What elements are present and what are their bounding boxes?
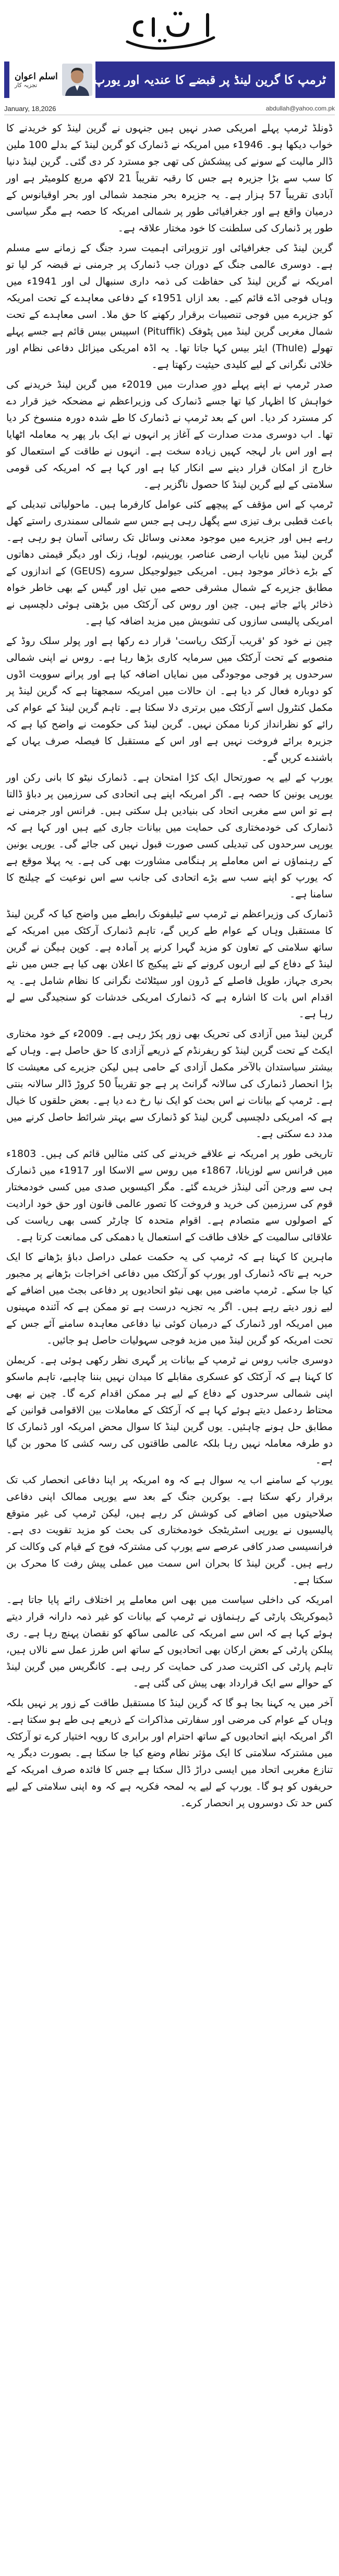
article-paragraph: یورپ کے سامنے اب یہ سوال ہے کہ وہ امریکہ پر اپنا دفاعی انحصار کب تک برقرار رکھ سکتا ہے۔ یوکرین جنگ کے بعد سے یورپی ممالک اپنی دفاعی صلاحیتوں میں اضافے کی کوشش کر رہے ہیں، لیکن ٹرمپ کی غیر متوقع پالیسیوں نے یورپی اسٹریٹجک خودمختاری کی بحث کو مزید تقویت دی ہے۔ فرانسیسی صدر کافی عرصے سے یورپ کی مشترکہ فوج کے قیام کی وکالت کر رہے ہیں۔ گرین لینڈ کا بحران اس سمت میں عملی پیش رفت کا محرک بن سکتا ہے۔ <box>6 1474 333 1586</box>
article-headline: ٹرمپ کا گرین لینڈ پر قبضے کا عندیہ اور یورپ <box>93 72 326 87</box>
meta-row <box>4 102 335 115</box>
article-paragraph: یورپ کے لیے یہ صورتحال ایک کڑا امتحان ہے۔ ڈنمارک نیٹو کا بانی رکن اور یورپی یونین کا حصہ ہے۔ اگر امریکہ اپنے ہی اتحادی کی سرزمین پر دباؤ ڈالتا ہے تو اس سے مغربی اتحاد کی بنیادیں ہل سکتی ہیں۔ فرانس اور جرمنی نے ڈنمارک کی خودمختاری کی حمایت میں بیانات جاری کیے ہیں اور کہا ہے کہ یورپی سرحدوں کی تبدیلی کسی صورت قبول نہیں کی جائے گی۔ یورپی یونین کے رہنماؤں نے اس معاملے پر ہنگامی مشاورت بھی کی ہے۔ یہ پہلا موقع ہے کہ یورپ کو اپنے سب سے بڑے اتحادی کی جانب سے اس نوعیت کے چیلنج کا سامنا ہے۔ <box>6 772 333 900</box>
article-paragraph: گرین لینڈ میں آزادی کی تحریک بھی زور پکڑ رہی ہے۔ 2009ء کے خود مختاری ایکٹ کے تحت گرین لینڈ کو ریفرنڈم کے ذریعے آزادی کا حق حاصل ہے۔ وہاں کے بیشتر سیاستدان بالآخر مکمل آزادی کے حامی ہیں لیکن جزیرے کی معیشت کا بڑا انحصار ڈنمارک کی سالانہ گرانٹ پر ہے جو تقریباً 50 کروڑ ڈالر سالانہ بنتی ہے۔ ٹرمپ کے بیانات نے اس بحث کو ایک نیا رخ دے دیا ہے۔ بعض حلقوں کا خیال ہے کہ امریکی دلچسپی گرین لینڈ کو ڈنمارک سے بہتر شرائط حاصل کرنے میں مدد دے سکتی ہے۔ <box>6 1028 333 1140</box>
author-block <box>9 61 95 98</box>
author-portrait-icon <box>62 64 92 96</box>
article-paragraph: تاریخی طور پر امریکہ نے علاقے خریدنے کی کئی مثالیں قائم کی ہیں۔ 1803ء میں فرانس سے لوزیانا، 1867ء میں روس سے الاسکا اور 1917ء میں ڈنمارک ہی سے ورجن آئی لینڈز خریدے گئے۔ مگر اکیسویں صدی میں کسی خودمختار قوم کی سرزمین کی خرید و فروخت کا تصور عالمی قانون اور حق خود ارادیت کے اصولوں سے متصادم ہے۔ اقوام متحدہ کا چارٹر کسی بھی ریاست کی علاقائی سالمیت کے خلاف طاقت کے استعمال یا دھمکی کی ممانعت کرتا ہے۔ <box>6 1148 333 1243</box>
author-name: اسلم اعوان <box>15 71 58 82</box>
article-body <box>6 120 333 1815</box>
headline-bar <box>4 61 335 98</box>
author-names <box>15 71 58 89</box>
article-paragraph: ٹرمپ کے اس مؤقف کے پیچھے کئی عوامل کارفرما ہیں۔ ماحولیاتی تبدیلی کے باعث قطبی برف تیزی سے پگھل رہی ہے جس سے شمالی سمندری راستے کھل رہے ہیں اور جزیرے میں موجود معدنی وسائل تک رسائی آسان ہو رہی ہے۔ گرین لینڈ میں نایاب ارضی عناصر، یورینیم، لوہا، زنک اور دیگر قیمتی دھاتوں کے بڑے ذخائر موجود ہیں۔ امریکی جیولوجیکل سروے (GEUS) کے اندازوں کے مطابق جزیرے کے شمال مشرقی حصے میں تیل اور گیس کے بھی خاطر خواہ ذخائر پائے جاتے ہیں۔ چین اور روس کی آرکٹک میں بڑھتی ہوئی دلچسپی نے امریکی پالیسی سازوں کی تشویش میں مزید اضافہ کیا ہے۔ <box>6 499 333 627</box>
article-paragraph: آخر میں یہ کہنا بجا ہو گا کہ گرین لینڈ کا مستقبل طاقت کے زور پر نہیں بلکہ وہاں کے عوام کی مرضی اور سفارتی مذاکرات کے ذریعے ہی طے ہو سکتا ہے۔ اگر امریکہ اپنے اتحادیوں کے ساتھ احترام اور برابری کا رویہ اختیار کرے تو آرکٹک میں مشترکہ سلامتی کا ایک مؤثر نظام وضع کیا جا سکتا ہے۔ بصورت دیگر یہ تنازع مغربی اتحاد میں ایسی دراڑ ڈال سکتا ہے جس کا فائدہ صرف امریکہ کے حریفوں کو ہو گا۔ یورپ کے لیے یہ لمحہ فکریہ ہے کہ وہ اپنی سلامتی کے لیے کس حد تک دوسروں پر انحصار کرے۔ <box>6 1697 333 1809</box>
author-subtitle: تجزیہ کار <box>15 81 38 89</box>
logo-mark-icon <box>110 3 229 53</box>
article-date: January, 18,2026 <box>4 104 56 113</box>
author-email[interactable]: abdullah@yahoo.com.pk <box>265 105 335 112</box>
article-paragraph: دوسری جانب روس نے ٹرمپ کے بیانات پر گہری نظر رکھی ہوئی ہے۔ کریملن کا کہنا ہے کہ آرکٹک کو عسکری مقابلے کا میدان نہیں بننا چاہیے، تاہم ماسکو اپنی شمالی سرحدوں کے دفاع کے لیے ہر ممکن اقدام کرے گا۔ چین نے بھی محتاط ردعمل دیتے ہوئے کہا ہے کہ آرکٹک کے معاملات بین الاقوامی قوانین کے مطابق حل ہونے چاہئیں۔ یوں گرین لینڈ کا سوال محض امریکہ اور ڈنمارک کا دو طرفہ معاملہ نہیں رہا بلکہ عالمی طاقتوں کی رسہ کشی کا محور بن گیا ہے۔ <box>6 1354 333 1466</box>
article-paragraph: چین نے خود کو 'قریب آرکٹک ریاست' قرار دے رکھا ہے اور پولر سلک روڈ کے منصوبے کے تحت آرکٹک میں سرمایہ کاری بڑھا رہا ہے۔ روس نے اپنی شمالی سرحدوں پر فوجی موجودگی میں نمایاں اضافہ کیا ہے اور پرانے سوویت اڈوں کو دوبارہ فعال کر دیا ہے۔ ان حالات میں امریکہ سمجھتا ہے کہ گرین لینڈ پر مکمل کنٹرول اسے آرکٹک میں برتری دلا سکتا ہے۔ تاہم گرین لینڈ کے عوام کی رائے کو نظرانداز کرنا ممکن نہیں۔ گرین لینڈ کی حکومت نے واضح کیا ہے کہ جزیرہ برائے فروخت نہیں ہے اور اس کے مستقبل کا فیصلہ صرف یہاں کے باشندے کریں گے۔ <box>6 635 333 763</box>
article-paragraph: ڈونلڈ ٹرمپ پہلے امریکی صدر نہیں ہیں جنہوں نے گرین لینڈ کو خریدنے کا خواب دیکھا ہو۔ 1946ء میں امریکہ نے ڈنمارک کو گرین لینڈ کے بدلے 100 ملین ڈالر مالیت کے سونے کی پیشکش کی تھی جو مسترد کر دی گئی۔ گرین لینڈ دنیا کا سب سے بڑا جزیرہ ہے جس کا رقبہ تقریباً 21 لاکھ مربع کلومیٹر ہے اور آبادی تقریباً 57 ہزار ہے۔ یہ جزیرہ بحر منجمد شمالی اور بحر اوقیانوس کے درمیان واقع ہے اور جغرافیائی طور پر شمالی امریکہ کا حصہ ہے مگر سیاسی طور پر ڈنمارک کی سلطنت کا خود مختار علاقہ ہے۔ <box>6 122 333 234</box>
article-paragraph: صدر ٹرمپ نے اپنے پہلے دورِ صدارت میں 2019ء میں گرین لینڈ خریدنے کی خواہش کا اظہار کیا تھا جسے ڈنمارک کی وزیراعظم نے مضحکہ خیز قرار دے کر مسترد کر دیا۔ اس کے بعد ٹرمپ نے ڈنمارک کا طے شدہ دورہ منسوخ کر دیا تھا۔ اب دوسری مدت صدارت کے آغاز پر انہوں نے ایک بار پھر یہ معاملہ اٹھایا ہے اور اس بار لہجہ کہیں زیادہ سخت ہے۔ انہوں نے طاقت کے استعمال کو خارج از امکان قرار دینے سے انکار کیا ہے اور کہا ہے کہ امریکہ کی قومی سلامتی کے لیے گرین لینڈ کا حصول ناگزیر ہے۔ <box>6 379 333 490</box>
masthead <box>0 0 339 56</box>
article-paragraph: ڈنمارک کی وزیراعظم نے ٹرمپ سے ٹیلیفونک رابطے میں واضح کیا کہ گرین لینڈ کا مستقبل وہاں کے عوام طے کریں گے، تاہم ڈنمارک آرکٹک میں امریکہ کے ساتھ سلامتی کے تعاون کو مزید گہرا کرنے پر آمادہ ہے۔ کوپن ہیگن نے گرین لینڈ کے دفاع کے لیے اربوں کرونے کے نئے پیکیج کا اعلان بھی کیا ہے جس میں نئے بحری جہاز، طویل فاصلے کے ڈرون اور سیٹلائٹ نگرانی کا نظام شامل ہے۔ یہ اقدام اس بات کا اشارہ ہے کہ ڈنمارک امریکی خدشات کو سنجیدگی سے لے رہا ہے۔ <box>6 908 333 1020</box>
article-paragraph: ماہرین کا کہنا ہے کہ ٹرمپ کی یہ حکمت عملی دراصل دباؤ بڑھانے کا ایک حربہ ہے تاکہ ڈنمارک اور یورپ کو آرکٹک میں دفاعی اخراجات بڑھانے پر مجبور کیا جا سکے۔ ٹرمپ ماضی میں بھی نیٹو اتحادیوں پر دفاعی بجٹ میں اضافے کے لیے زور دیتے رہے ہیں۔ اگر یہ تجزیہ درست ہے تو ممکن ہے کہ آئندہ مہینوں میں امریکہ اور ڈنمارک کے درمیان کوئی نیا دفاعی معاہدہ سامنے آئے جس کے تحت امریکہ کو گرین لینڈ میں مزید فوجی سہولیات حاصل ہو جائیں۔ <box>6 1251 333 1346</box>
newspaper-logo <box>110 3 229 53</box>
article-paragraph: گرین لینڈ کی جغرافیائی اور تزویراتی اہمیت سرد جنگ کے زمانے سے مسلم ہے۔ دوسری عالمی جنگ کے دوران جب ڈنمارک پر جرمنی نے قبضہ کر لیا تو امریکہ نے گرین لینڈ کی حفاظت کی ذمہ داری سنبھال لی اور 1941ء میں وہاں فوجی اڈے قائم کیے۔ بعد ازاں 1951ء کے دفاعی معاہدے کے تحت امریکہ کو جزیرے میں فوجی تنصیبات برقرار رکھنے کا حق ملا۔ اسی معاہدے کے تحت شمال مغربی گرین لینڈ میں پٹوفک (Pituffik) اسپیس بیس قائم ہے جسے پہلے تھولے (Thule) ایئر بیس کہا جاتا تھا۔ یہ اڈہ امریکی میزائل دفاعی نظام اور خلائی نگرانی کے لیے کلیدی حیثیت رکھتا ہے۔ <box>6 242 333 371</box>
article-paragraph: امریکہ کی داخلی سیاست میں بھی اس معاملے پر اختلاف رائے پایا جاتا ہے۔ ڈیموکریٹک پارٹی کے رہنماؤں نے ٹرمپ کے بیانات کو غیر ذمہ دارانہ قرار دیتے ہوئے کہا ہے کہ اس سے امریکہ کی عالمی ساکھ کو نقصان پہنچ رہا ہے۔ ری پبلکن پارٹی کے بعض ارکان بھی اتحادیوں کے ساتھ اس طرز عمل سے نالاں ہیں، تاہم پارٹی کی اکثریت صدر کی حمایت کر رہی ہے۔ کانگریس میں گرین لینڈ کے حوالے سے ایک قرارداد بھی پیش کی گئی ہے۔ <box>6 1594 333 1689</box>
